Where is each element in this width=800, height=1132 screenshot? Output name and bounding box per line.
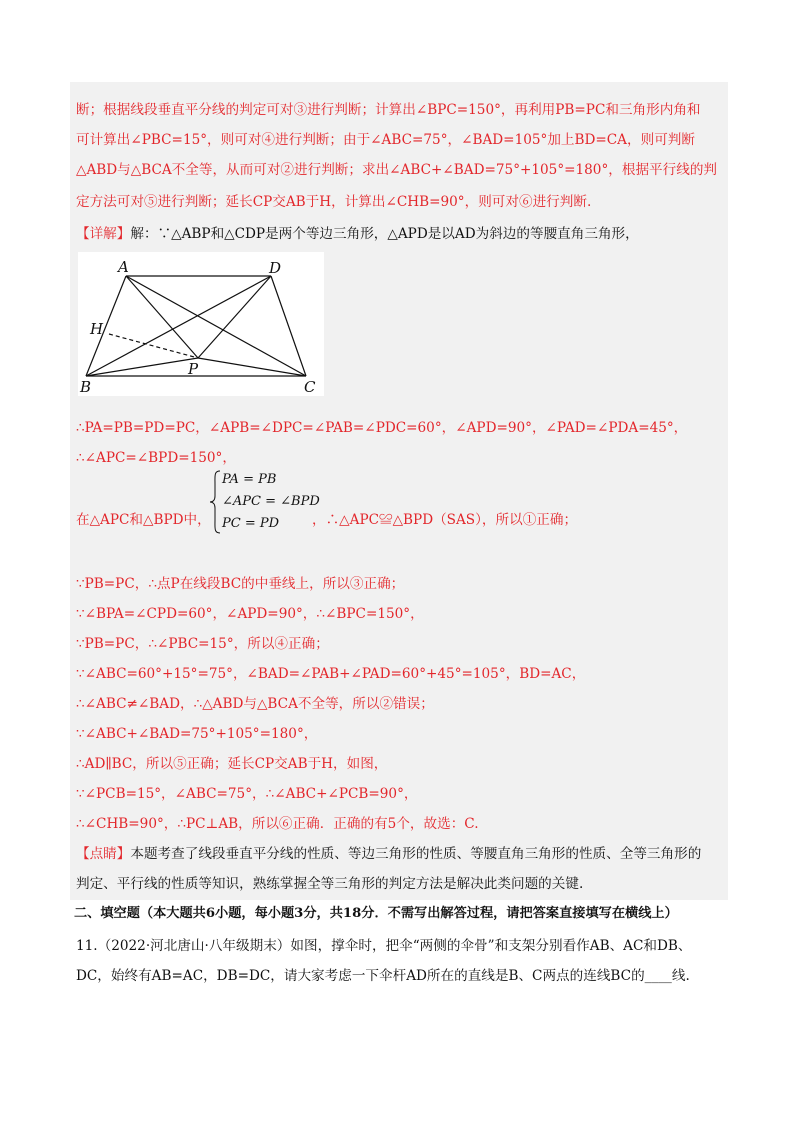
system-suffix: ，∴△APC≌△BPD（SAS），所以①正确； bbox=[312, 512, 578, 528]
question-text-1: （2022·河北唐山·八年级期末）如图，撑伞时，把伞“两侧的伞骨”和支架分别看作AB、AC和DB、 bbox=[97, 938, 692, 954]
label-D: D bbox=[269, 259, 282, 277]
geometry-figure bbox=[78, 252, 324, 396]
label-C: C bbox=[304, 378, 316, 396]
section-heading: 二、填空题（本大题共6小题，每小题3分，共18分．不需写出解答过程，请把答案直接填写在横线上） bbox=[74, 906, 678, 921]
label-A: A bbox=[118, 258, 129, 276]
step-line: ∵∠ABC+∠BAD=75°+105°=180°， bbox=[76, 726, 318, 742]
comment-line-2: 判定、平行线的性质等知识，熟练掌握全等三角形的判定方法是解决此类问题的关键. bbox=[76, 876, 584, 892]
step-line: ∵∠BPA=∠CPD=60°，∠APD=90°，∴∠BPC=150°， bbox=[76, 606, 424, 622]
detail-text: 解：∵△ABP和△CDP是两个等边三角形，△APD是以AD为斜边的等腰直角三角形， bbox=[130, 226, 639, 242]
question-line-1 bbox=[76, 934, 691, 954]
step-line: ∵∠PCB=15°，∠ABC=75°，∴∠ABC+∠PCB=90°， bbox=[76, 786, 418, 802]
step-line: ∴∠APC=∠BPD=150°， bbox=[76, 450, 236, 466]
question-number: 11. bbox=[76, 938, 98, 954]
step-line: ∵∠ABC=60°+15°=75°，∠BAD=∠PAB+∠PAD=60°+45°=105°，BD=AC， bbox=[76, 666, 586, 682]
step-line: ∴AD∥BC，所以⑤正确；延长CP交AB于H，如图， bbox=[76, 756, 388, 772]
detail-line bbox=[76, 222, 639, 242]
system-row-2: ∠APC = ∠BPD bbox=[222, 494, 320, 509]
analysis-line-4: 定方法可对⑤进行判断；延长CP交AB于H，计算出∠CHB=90°，则可对⑥进行判断. bbox=[76, 194, 592, 210]
system-row-3: PC = PD bbox=[222, 516, 280, 531]
system-row-1: PA = PB bbox=[222, 472, 277, 487]
step-line: ∴∠CHB=90°，∴PC⊥AB，所以⑥正确．正确的有5个，故选：C. bbox=[76, 816, 479, 832]
step-line: ∵PB=PC，∴∠PBC=15°，所以④正确； bbox=[76, 636, 329, 652]
step-line: ∴PA=PB=PD=PC，∠APB=∠DPC=∠PAB=∠PDC=60°，∠APD=90°，∠PAD=∠PDA=45°， bbox=[76, 420, 688, 436]
label-P: P bbox=[188, 360, 199, 378]
analysis-line-1: 断；根据线段垂直平分线的判定可对③进行判断；计算出∠BPC=150°，再利用PB=PC和三角形内角和 bbox=[76, 102, 701, 118]
label-B: B bbox=[80, 378, 92, 396]
analysis-line-2: 可计算出∠PBC=15°，则可对④进行判断；由于∠ABC=75°，∠BAD=105°加上BD=CA，则可判断 bbox=[76, 132, 695, 148]
analysis-line-3: △ABD与△BCA不全等，从而可对②进行判断；求出∠ABC+∠BAD=75°+105°=180°，根据平行线的判 bbox=[76, 162, 718, 178]
step-line: ∵PB=PC，∴点P在线段BC的中垂线上，所以③正确； bbox=[76, 576, 405, 592]
system-prefix: 在△APC和△BPD中， bbox=[76, 512, 211, 528]
comment-text-1: 本题考查了线段垂直平分线的性质、等边三角形的性质、等腰直角三角形的性质、全等三角形的 bbox=[130, 846, 702, 862]
label-H: H bbox=[90, 320, 104, 338]
question-line-2: DC，始终有AB=AC，DB=DC，请大家考虑一下伞杆AD所在的直线是B、C两点的连线BC的____线. bbox=[76, 968, 690, 984]
detail-tag: 【详解】 bbox=[76, 226, 131, 242]
step-line: ∴∠ABC≠∠BAD，∴△ABD与△BCA不全等，所以②错误； bbox=[76, 696, 434, 712]
comment-line-1 bbox=[76, 842, 701, 862]
comment-tag: 【点睛】 bbox=[76, 846, 131, 862]
brace-icon bbox=[208, 470, 222, 534]
